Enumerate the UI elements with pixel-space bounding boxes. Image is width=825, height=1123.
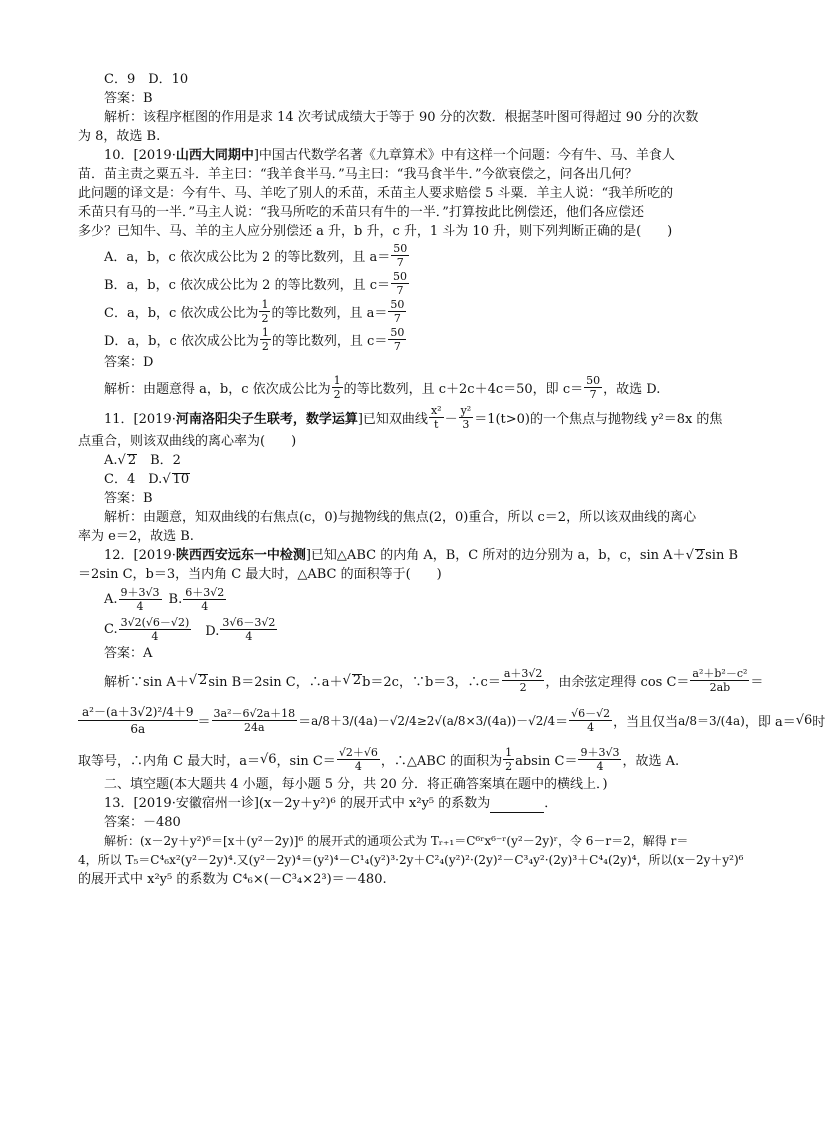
- fraction: [337, 746, 380, 773]
- denominator: 2ab: [709, 680, 731, 694]
- explanation-text: ，sin C＝: [276, 753, 336, 769]
- option-text: A．a，b，c 依次成公比为 2 的等比数列，且 a＝: [104, 249, 391, 265]
- q10-stem-text: ]中国古代数学名著《九章算术》中有这样一个问题：今有牛、马、羊食人: [253, 148, 675, 163]
- q9-answer: 答案：B: [104, 91, 153, 106]
- q12-options-ab: [78, 584, 718, 614]
- option-text: 的等比数列，且 a＝: [271, 305, 388, 321]
- q12-stem-1: 12．[2019·陕西西安远东一中检测]已知△ABC 的内角 A，B，C 所对的边分别为 a，b，c，sin A＋√ 2sin B: [104, 548, 739, 563]
- denominator: 2: [333, 387, 341, 401]
- fraction: [503, 746, 514, 773]
- q10-stem-1: [78, 146, 718, 165]
- explanation-text: 解析∵sin A＋: [104, 674, 189, 690]
- equals-sign: ＝: [197, 714, 211, 730]
- sqrt-value: 2: [199, 672, 208, 688]
- q13-explanation-2: 4，所以 T₅＝C⁴₆x²(y²－2y)⁴.又(y²－2y)⁴＝(y²)⁴－C¹₄(y²)³·2y＋C²₄(y²)²·(2y)²－C³₄y²·(2y)³＋C⁴₄(2y)⁴，所以(x－2y＋y²)⁶: [78, 853, 744, 867]
- numerator: 3√2(√6－√2): [120, 615, 190, 629]
- q12-source-prefix: 12．[2019·: [104, 548, 176, 563]
- explanation-text: b＝2c，∵b＝3，∴c＝: [362, 674, 501, 690]
- fraction: [391, 242, 409, 269]
- q10-source: 山西大同期中: [175, 148, 254, 163]
- q11-explanation-1: 解析：由题意，知双曲线的右焦点(c，0)与抛物线的焦点(2，0)重合，所以 c＝2，所以该双曲线的离心: [104, 510, 697, 525]
- q10-option-c: [78, 297, 718, 325]
- equals-sign: ＝: [750, 674, 764, 690]
- denominator: 4: [587, 720, 595, 734]
- fraction: [119, 586, 162, 613]
- q11-stem-2: 点重合，则该双曲线的离心率为( ): [78, 434, 297, 449]
- numerator: a＋3√2: [503, 666, 543, 680]
- q12-stem-text: ]已知△ABC 的内角 A，B，C 所对的边分别为 a，b，c，sin A＋: [305, 548, 686, 563]
- sqrt-value: 10: [172, 472, 190, 487]
- fraction: [183, 586, 226, 613]
- q11-answer: 答案：B: [104, 491, 153, 506]
- numerator: y²: [460, 403, 472, 417]
- denominator: 7: [589, 387, 597, 401]
- option-label: C.: [104, 621, 118, 637]
- inequality-expression: a/8＋3/(4a)－√2/4≥2√(a/8×3/(4a))－√2/4: [311, 713, 556, 728]
- option-text: 的等比数列，且 c＝: [271, 333, 388, 349]
- q11-options-cd: C．4 D.√ 10: [104, 472, 190, 487]
- explanation-text: ，故选 D.: [603, 381, 661, 397]
- denominator: 2: [505, 759, 513, 773]
- sqrt-value: √6: [259, 751, 277, 767]
- numerator: 1: [333, 373, 341, 387]
- fraction: [78, 704, 198, 737]
- denominator: 4: [151, 629, 159, 643]
- fraction: [259, 298, 270, 325]
- denominator: 2: [519, 680, 527, 694]
- numerator: √6－√2: [571, 706, 611, 720]
- explanation-text: ，即 a＝: [744, 714, 796, 730]
- equality-expression: a/8＝3/(4a): [678, 713, 745, 728]
- fraction: [260, 326, 271, 353]
- q12-options-cd: [78, 614, 718, 644]
- numerator: √2＋√6: [338, 745, 378, 759]
- q11-source: 河南洛阳尖子生联考，数学运算: [175, 411, 358, 427]
- option-text: C．4 D.: [104, 472, 163, 487]
- numerator: 3√6－3√2: [222, 615, 276, 629]
- q10-stem-5: 多少？已知牛、马、羊的主人应分别偿还 a 升，b 升，c 升，1 斗为 10 升，则下列判断正确的是( ): [78, 224, 673, 239]
- denominator: 4: [245, 629, 253, 643]
- fraction: [391, 270, 409, 297]
- fraction: [502, 667, 545, 694]
- fraction: [388, 326, 406, 353]
- q11-stem-text: ＝1(t>0)的一个焦点与抛物线 y²＝8x 的焦: [474, 411, 723, 427]
- denominator: 2: [261, 339, 269, 353]
- sqrt-value: 2: [695, 548, 705, 563]
- fraction: [388, 298, 406, 325]
- numerator: 9＋3√3: [120, 585, 160, 599]
- minus-sign: －: [444, 411, 458, 427]
- q10-explanation: [78, 372, 718, 402]
- section-heading-fill-in: 二、填空题(本大题共 4 小题，每小题 5 分，共 20 分．将正确答案填在题中的横线上．): [104, 777, 608, 792]
- option-text: B．a，b，c 依次成公比为 2 的等比数列，且 c＝: [104, 277, 390, 293]
- fraction: [690, 667, 749, 694]
- fraction: [584, 374, 602, 401]
- q11-stem-text: ]已知双曲线: [357, 411, 428, 427]
- explanation-text: 解析：由题意得 a，b，c 依次成公比为: [104, 381, 331, 397]
- numerator: a²＋b²－c²: [692, 666, 748, 680]
- q13-stem: [78, 794, 718, 813]
- numerator: 6＋3√2: [185, 585, 225, 599]
- explanation-text: 取等号，∴内角 C 最大时，a＝: [78, 753, 260, 769]
- numerator: 9＋3√3: [580, 745, 620, 759]
- q12-source: 陕西西安远东一中检测: [175, 548, 306, 563]
- option-label: B.: [168, 591, 183, 607]
- sqrt-value: 2: [352, 672, 362, 688]
- q13-stem-text: 13．[2019·安徽宿州一诊](x－2y＋y²)⁶ 的展开式中 x²y⁵ 的系数为: [104, 796, 491, 811]
- numerator: 50: [390, 325, 405, 339]
- numerator: 50: [393, 241, 408, 255]
- explanation-text: ，故选 A.: [622, 753, 680, 769]
- denominator: 6a: [130, 721, 146, 736]
- option-label: A.: [104, 453, 118, 468]
- numerator: 1: [261, 325, 269, 339]
- q11-explanation-2: 率为 e＝2，故选 B.: [78, 529, 194, 544]
- option-text: D．a，b，c 依次成公比为: [104, 333, 259, 349]
- explanation-text: ，由余弦定理得 cos C＝: [545, 674, 690, 690]
- q9-options: C．9 D．10: [104, 72, 189, 87]
- explanation-text: sin B＝2sin C，∴a＋: [208, 674, 343, 690]
- option-label: D.: [192, 623, 220, 639]
- document-page: [78, 70, 825, 889]
- q12-stem-text: sin B: [705, 548, 739, 563]
- q9-explanation-1: 解析：该程序框图的作用是求 14 次考试成绩大于等于 90 分的次数．根据茎叶图可得超过 90 分的次数: [104, 110, 699, 125]
- q10-option-b: [78, 269, 718, 297]
- q12-answer: 答案：A: [104, 646, 153, 661]
- explanation-text: 时: [812, 714, 825, 730]
- explanation-text: ，当且仅当: [613, 714, 679, 730]
- fraction: [119, 616, 192, 643]
- q10-answer: 答案：D: [104, 355, 154, 370]
- q10-source-prefix: 10．[2019·: [104, 148, 176, 163]
- q11-options-ab: A.√ 2 B．2: [104, 453, 181, 468]
- option-text: B．2: [137, 453, 181, 468]
- q10-stem-3: 此问题的译文是：今有牛、马、羊吃了别人的禾苗，禾苗主人要求赔偿 5 斗粟．羊主人说：“我羊所吃的: [78, 186, 674, 201]
- numerator: a²－(a＋3√2)²/4＋9: [78, 704, 198, 721]
- denominator: 7: [393, 339, 401, 353]
- q11-source-prefix: 11．[2019·: [104, 411, 176, 427]
- fraction: [578, 746, 621, 773]
- numerator: 1: [505, 745, 513, 759]
- denominator: t: [434, 417, 439, 431]
- denominator: 4: [596, 759, 604, 773]
- sqrt-value: 2: [127, 453, 137, 468]
- denominator: 4: [136, 599, 144, 613]
- q10-option-d: [78, 325, 718, 353]
- numerator: 3a²－6√2a＋18: [213, 706, 296, 720]
- denominator: 4: [354, 759, 362, 773]
- q13-stem-end: ．: [544, 796, 558, 811]
- fraction: [220, 616, 277, 643]
- sqrt-value: √6: [795, 712, 813, 728]
- numerator: 50: [390, 297, 405, 311]
- denominator: 2: [261, 311, 269, 325]
- q13-explanation-1: 解析：(x－2y＋y²)⁶＝[x＋(y²－2y)]⁶ 的展开式的通项公式为 Tᵣ₊₁＝C⁶ʳx⁶⁻ʳ(y²－2y)ʳ，令 6－r＝2，解得 r＝: [104, 834, 689, 848]
- denominator: 24a: [244, 720, 265, 734]
- denominator: 7: [396, 255, 404, 269]
- q12-stem-2: ＝2sin C，b＝3，当内角 C 最大时，△ABC 的面积等于( ): [78, 567, 442, 582]
- answer-blank: [490, 800, 544, 813]
- numerator: 50: [586, 373, 601, 387]
- q13-answer: 答案：－480: [104, 815, 181, 830]
- numerator: 1: [261, 297, 269, 311]
- q11-stem-1: [78, 402, 723, 432]
- q9-explanation-2: 为 8，故选 B.: [78, 129, 161, 144]
- q10-option-a: [78, 241, 718, 269]
- q12-explanation-2: [78, 697, 825, 743]
- explanation-text: 的等比数列，且 c＋2c＋4c＝50，即 c＝: [343, 381, 584, 397]
- numerator: x²: [430, 403, 442, 417]
- option-label: A.: [104, 591, 118, 607]
- q10-stem-4: 禾苗只有马的一半．”马主人说：“我马所吃的禾苗只有牛的一半．”打算按此比例偿还，他们各应偿还: [78, 205, 644, 220]
- explanation-text: absin C＝: [515, 753, 578, 769]
- q12-explanation-3: [78, 743, 718, 775]
- denominator: 4: [201, 599, 209, 613]
- fraction: [429, 404, 444, 431]
- fraction: [459, 404, 474, 431]
- numerator: 50: [393, 269, 407, 283]
- equals-sign: ＝: [555, 714, 569, 730]
- option-text: C．a，b，c 依次成公比为: [104, 305, 259, 321]
- q10-stem-2: 苗．苗主责之粟五斗．羊主曰：“我羊食半马．”马主曰：“我马食半牛．”今欲衰偿之，问各出几何？: [78, 167, 638, 182]
- q12-explanation-1: 解析∵sin A＋ √ 2 sin B＝2sin C，∴a＋ √ 2 b＝2c，∵b＝3，∴c＝ $\frac{a+3√2}{2}$ ，由余弦定理得 cos C＝ $\frac{\text{a²＋b²－c²}}{2ab}$ ＝: [104, 666, 764, 694]
- denominator: 7: [393, 311, 401, 325]
- fraction: [332, 374, 343, 401]
- explanation-text: ，∴△ABC 的面积为: [380, 753, 503, 769]
- denominator: 3: [462, 417, 470, 431]
- denominator: 7: [396, 283, 404, 297]
- fraction: [212, 707, 298, 734]
- equals-sign: ＝: [298, 714, 312, 730]
- q13-explanation-3: 的展开式中 x²y⁵ 的系数为 C⁴₆×(－C³₄×2³)＝－480.: [78, 872, 387, 887]
- fraction: [569, 707, 612, 734]
